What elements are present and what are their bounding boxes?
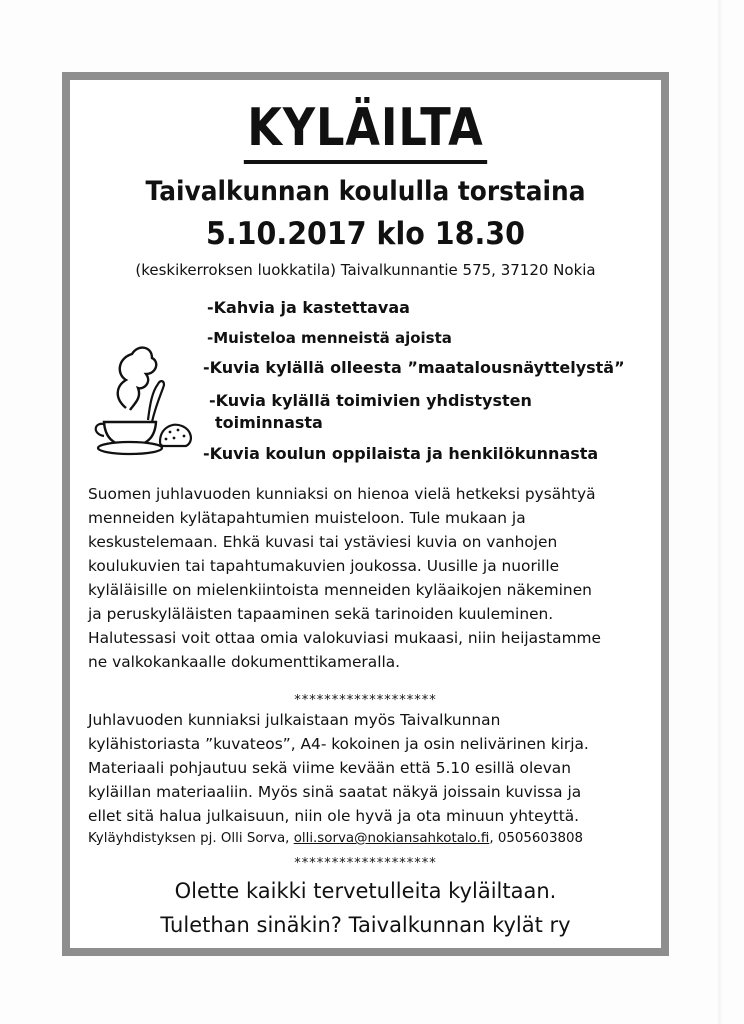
closing-welcome: Olette kaikki tervetulleita kyläiltaan. — [174, 879, 557, 903]
pastry-icon — [160, 425, 191, 446]
paragraph-line: ne valkokankaalle dokumenttikameralla. — [88, 653, 401, 671]
poster-title-text: KYLÄILTA — [244, 98, 487, 164]
program-item-exhibition-photos: -Kuvia kylällä olleesta ”maatalousnäyttelystä” — [203, 358, 625, 377]
invitation-paragraph — [88, 482, 654, 674]
program-item-memories: -Muisteloa menneistä ajoista — [207, 329, 452, 347]
paragraph-line: ja peruskyläläisten tapaaminen sekä tarinoiden kuuleminen. — [88, 605, 554, 623]
paragraph-line: menneiden kylätapahtumien muisteloon. Tule mukaan ja — [88, 509, 526, 527]
paragraph-line: Halutessasi voit ottaa omia valokuviasi mukaasi, niin heijastamme — [88, 629, 602, 647]
star-divider-bottom: ******************* — [294, 856, 437, 871]
poster-frame — [62, 72, 669, 956]
book-announcement-paragraph — [88, 708, 654, 828]
event-datetime-line: 5.10.2017 klo 18.30 — [205, 216, 525, 252]
program-item-coffee: -Kahvia ja kastettavaa — [207, 298, 410, 317]
paragraph-line: keskustelemaan. Ehkä kuvasi tai ystäviesi kuvia on vanhojen — [88, 533, 558, 551]
coffee-cup-and-pastry-icon — [86, 338, 196, 458]
program-item-associations-photos-cont: toiminnasta — [215, 413, 323, 432]
paragraph-line: ellet sitä halua julkaisuun, niin ole hyvä ja ota minuun yhteyttä. — [88, 807, 580, 825]
program-item-associations-photos: -Kuvia kylällä toimivien yhdistysten — [209, 391, 532, 410]
program-item-school-photos: -Kuvia koulun oppilaista ja henkilökunnasta — [203, 444, 599, 463]
event-venue-line: Taivalkunnan koululla torstaina — [145, 176, 586, 207]
spoon-icon — [148, 381, 164, 422]
paragraph-line: kyläläisille on mielenkiintoista menneiden kyläaikojen näkeminen — [88, 581, 592, 599]
paragraph-line: kyläillan materiaaliin. Myös sinä saatat näkyä joissain kuvissa ja — [88, 783, 582, 801]
star-divider: ******************* — [294, 693, 437, 708]
paragraph-line: kylähistoriasta ”kuvateos”, A4- kokoinen ja osin nelivärinen kirja. — [88, 735, 589, 753]
contact-prefix: Kyläyhdistyksen pj. Olli Sorva, — [88, 831, 294, 846]
contact-phone: , 0505603808 — [489, 831, 584, 846]
scan-edge — [718, 0, 722, 1024]
paragraph-line: Juhlavuoden kunniaksi julkaistaan myös Taivalkunnan — [88, 711, 501, 729]
event-address: (keskikerroksen luokkatila) Taivalkunnantie 575, 37120 Nokia — [135, 261, 596, 279]
contact-email-link[interactable]: olli.sorva@nokiansahkotalo.fi — [293, 831, 490, 846]
saucer-icon — [98, 442, 162, 454]
paragraph-line: Materiaali pohjautuu sekä viime kevään että 5.10 esillä olevan — [88, 759, 571, 777]
paragraph-line: Suomen juhlavuoden kunniaksi on hienoa vielä hetkeksi pysähtyä — [88, 485, 596, 503]
poster-content — [70, 80, 661, 948]
contact-line — [88, 830, 654, 848]
closing-signature: Tulethan sinäkin? Taivalkunnan kylät ry — [160, 913, 571, 937]
paragraph-line: koulukuvien tai tapahtumakuvien joukossa. Uusille ja nuorille — [88, 557, 560, 575]
poster-title — [70, 98, 661, 164]
